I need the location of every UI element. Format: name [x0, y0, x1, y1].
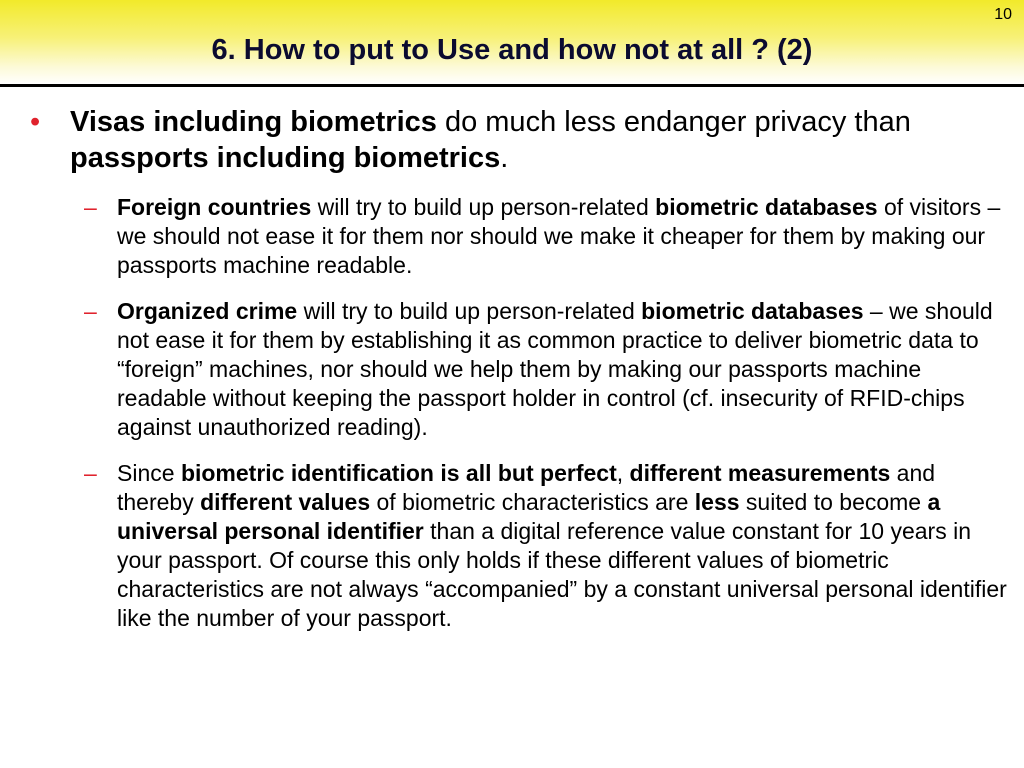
sub3-bold-4: less [694, 489, 740, 515]
sub-bullet-organized-crime [0, 297, 1024, 442]
slide-title: 6. How to put to Use and how not at all ? (2) [211, 34, 813, 66]
sub1-text-2: of visitors – we should not ease it for them nor should we make it cheaper for them by making our passports machine readable. [117, 194, 1001, 278]
slide-content [0, 104, 1024, 650]
main-bullet [0, 104, 1024, 176]
sub3-text-2: and thereby [117, 460, 936, 515]
slide-header [0, 0, 1024, 84]
sub2-text-1: will try to build up person-related [297, 298, 642, 324]
dash-marker: – [84, 298, 97, 324]
bullet-bold-passports: passports including biometrics [70, 142, 501, 174]
bullet-text-1: do much less endanger privacy than [436, 106, 911, 138]
sub1-bold-1: Foreign countries [117, 194, 312, 220]
sub3-bold-1: biometric identification is all but perfect [180, 460, 617, 486]
page-number: 10 [994, 6, 1012, 23]
header-divider [0, 84, 1024, 87]
sub-bullet-biometric-identification [0, 459, 1024, 633]
sub-bullet-list [0, 193, 1024, 633]
sub3-text-0: Since [117, 460, 181, 486]
sub2-text-2: – we should not ease it for them by establishing it as common practice to deliver biometric data to “foreign” machines, nor should we help them by making our passports machine readable without keeping the passport holder in control (cf. insecurity of RFID-chips against unauthorized reading). [117, 298, 993, 440]
sub2-bold-2: biometric databases [641, 298, 864, 324]
sub3-text-3: of biometric characteristics are [370, 489, 695, 515]
sub3-bold-5: a universal personal identifier [117, 489, 941, 544]
sub3-text-1: , [616, 460, 630, 486]
sub-bullet-foreign-countries [0, 193, 1024, 280]
sub3-bold-3: different values [200, 489, 371, 515]
sub3-bold-2: different measurements [629, 460, 891, 486]
bullet-text-2: . [500, 142, 509, 174]
dash-marker: – [84, 194, 97, 220]
sub2-bold-1: Organized crime [117, 298, 298, 324]
sub1-text-1: will try to build up person-related [311, 194, 656, 220]
bullet-marker: • [30, 106, 41, 138]
sub3-text-4: suited to become [739, 489, 928, 515]
dash-marker: – [84, 460, 97, 486]
sub1-bold-2: biometric databases [655, 194, 878, 220]
bullet-bold-visas: Visas including biometrics [70, 106, 437, 138]
sub3-text-5: than a digital reference value constant for 10 years in your passport. Of course this only holds if these different values of biometric characteristics are not always “accompanied” by a constant universal personal identifier like the number of your passport. [117, 518, 1007, 631]
